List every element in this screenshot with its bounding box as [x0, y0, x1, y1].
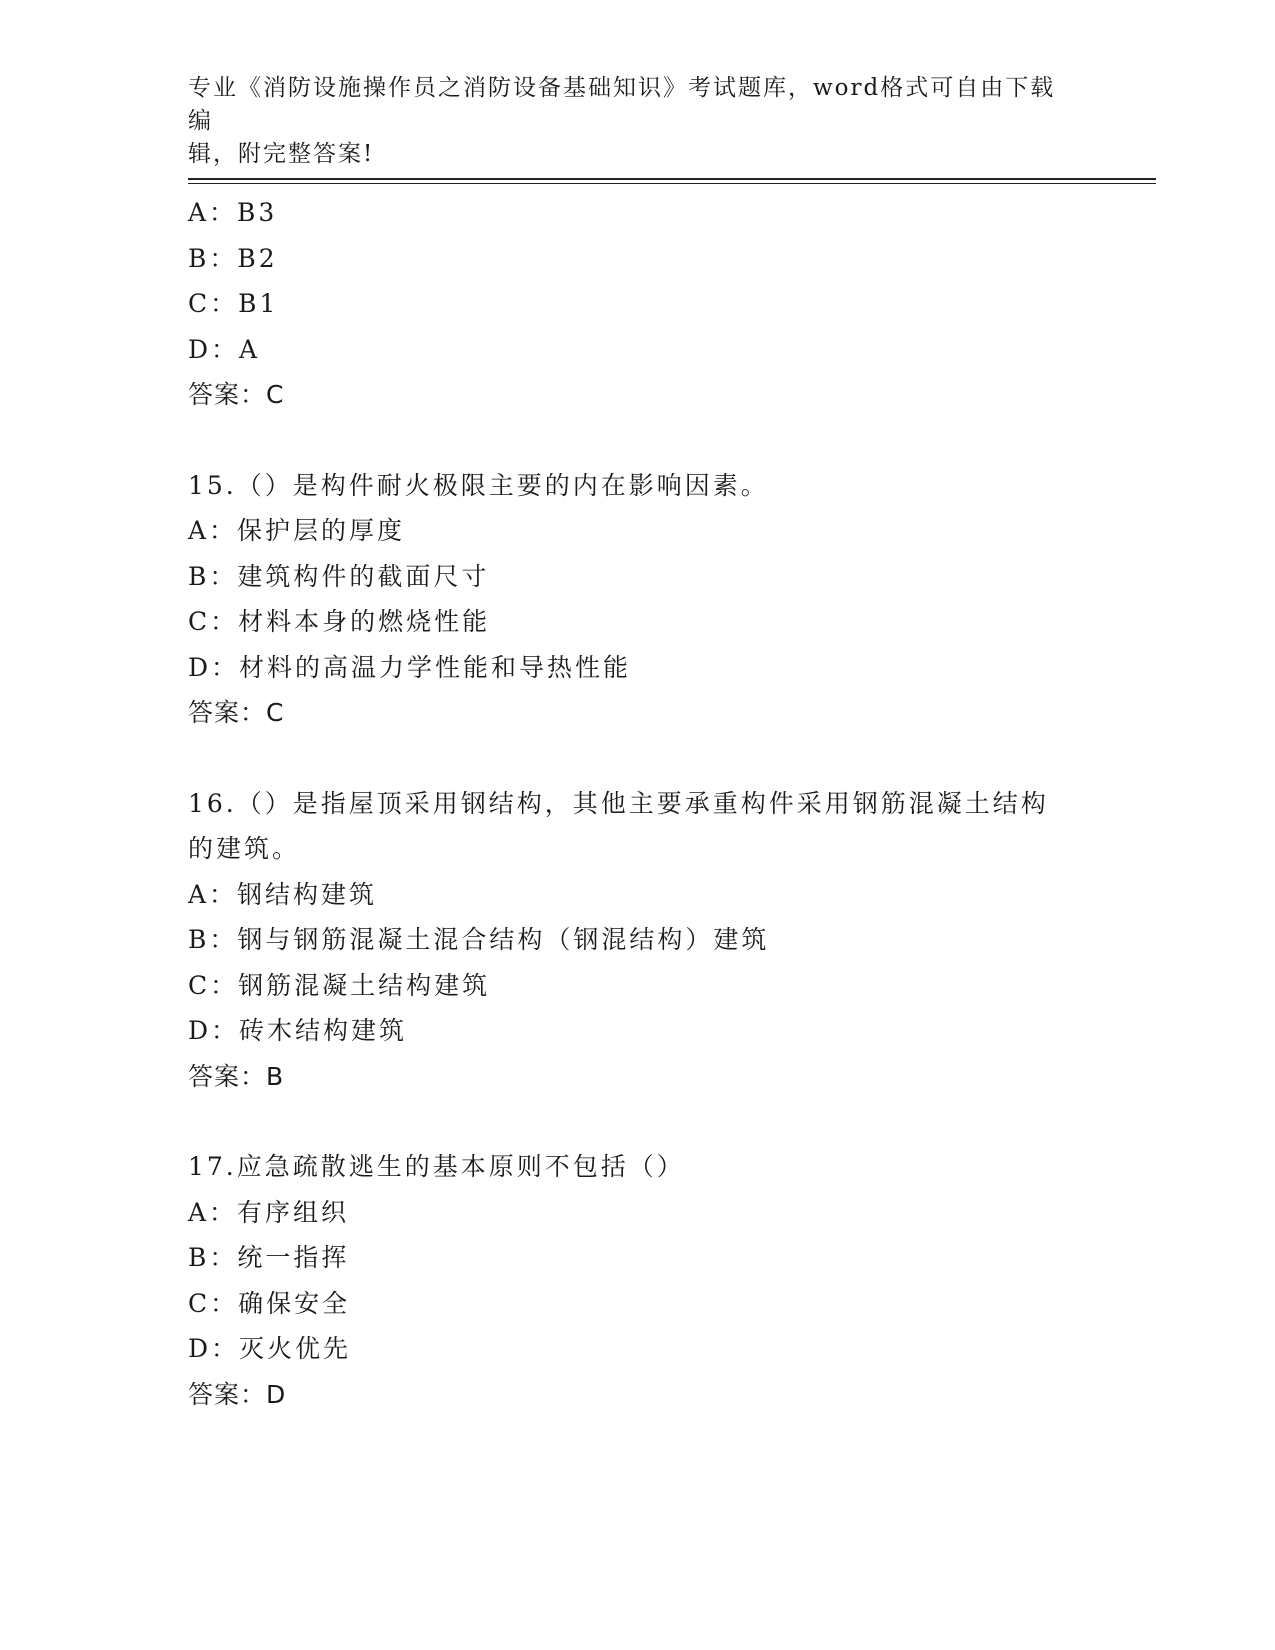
answer-line: 答案：D: [188, 1379, 287, 1409]
answer-line: 答案：B: [188, 1061, 285, 1091]
option-a: A：有序组织: [188, 1197, 350, 1227]
question-stem-line-2: 的建筑。: [188, 834, 301, 863]
answer-line: 答案：C: [188, 698, 285, 727]
question-list: [188, 190, 1088, 1417]
spacer: [188, 418, 1088, 463]
option-a: A：B3: [188, 198, 278, 227]
option-b: B：统一指挥: [188, 1243, 350, 1272]
question-block-16: [188, 781, 1088, 1100]
option-a: A：钢结构建筑: [188, 879, 378, 909]
header-divider-thick: [188, 178, 1156, 180]
option-d: D：灭火优先: [188, 1334, 352, 1363]
option-c: C：材料本身的燃烧性能: [188, 607, 491, 636]
option-b: B：钢与钢筋混凝土混合结构（钢混结构）建筑: [188, 925, 770, 954]
question-block-15: [188, 463, 1088, 736]
spacer: [188, 736, 1088, 781]
option-b: B：建筑构件的截面尺寸: [188, 561, 490, 591]
document-header: [188, 72, 1068, 171]
option-a: A：保护层的厚度: [188, 516, 406, 545]
header-line-1: 专业《消防设施操作员之消防设备基础知识》考试题库，word格式可自由下载编: [188, 75, 1056, 134]
question-block-14: [188, 190, 1088, 418]
question-stem-line-1: 16.（）是指屋顶采用钢结构，其他主要承重构件采用钢筋混凝土结构: [188, 788, 1049, 818]
header-line-2: 辑，附完整答案!: [188, 141, 375, 167]
answer-line: 答案：C: [188, 380, 285, 409]
option-d: D：材料的高温力学性能和导热性能: [188, 652, 632, 682]
spacer: [188, 1099, 1088, 1144]
option-c: C：确保安全: [188, 1288, 351, 1318]
option-d: D：砖木结构建筑: [188, 1016, 408, 1045]
question-stem: 17.应急疏散逃生的基本原则不包括（）: [188, 1152, 685, 1181]
option-c: C：B1: [188, 289, 279, 318]
option-b: B：B2: [188, 243, 278, 273]
question-stem: 15.（）是构件耐火极限主要的内在影响因素。: [188, 470, 769, 500]
option-c: C：钢筋混凝土结构建筑: [188, 970, 491, 1000]
question-block-17: [188, 1144, 1088, 1417]
option-d: D：A: [188, 334, 261, 364]
header-divider-thin: [188, 183, 1156, 184]
